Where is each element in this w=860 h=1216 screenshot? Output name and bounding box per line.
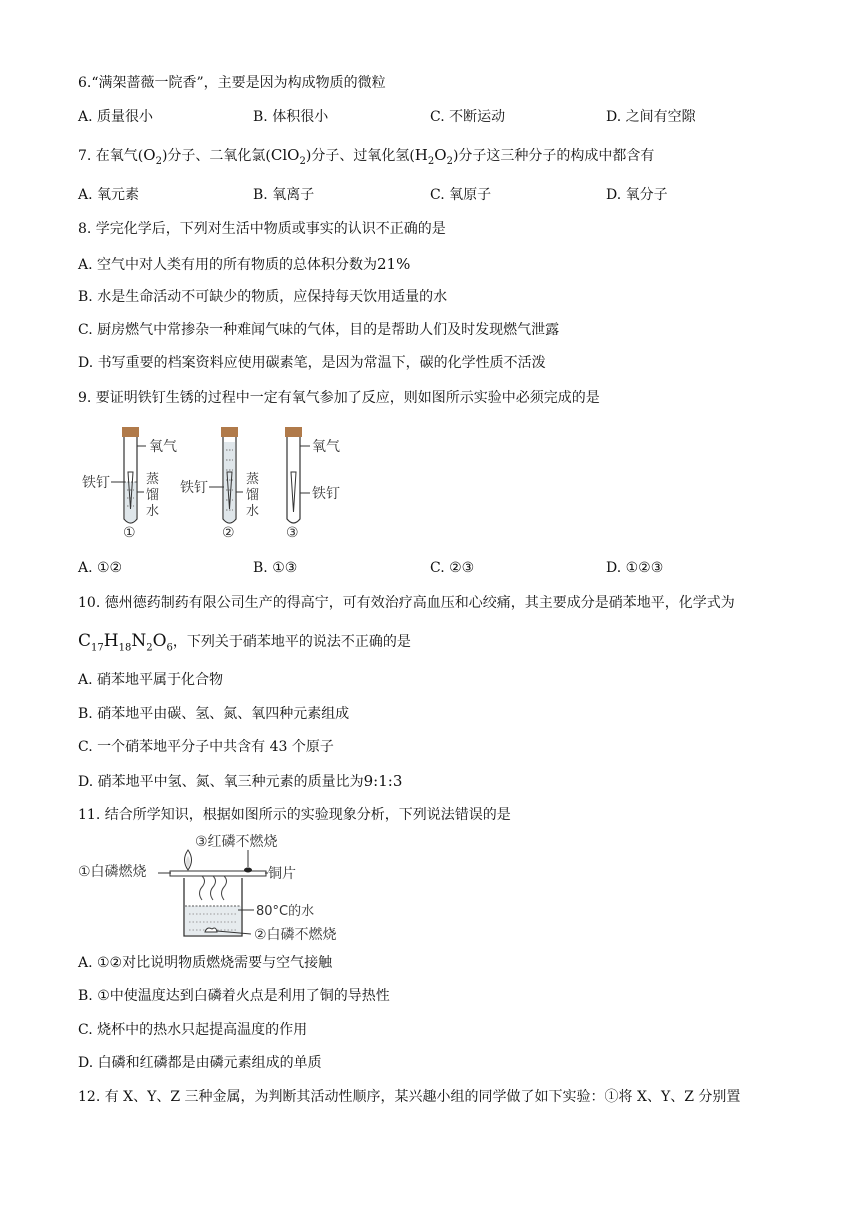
- q10-stem-formula: $C_{17}H_{18}N_2O_6$，下列关于硝苯地平的说法不正确的是: [78, 631, 411, 654]
- q11-option-d: D. 白磷和红磷都是由磷元素组成的单质: [78, 1055, 322, 1071]
- test-tube-1: [111, 427, 146, 523]
- q6-option-c: C. 不断运动: [430, 109, 506, 125]
- q8-option-c: C. 厨房燃气中常掺杂一种难闻气味的气体，目的是帮助人们及时发现燃气泄露: [78, 322, 560, 338]
- t1-oxygen-label: 氧气: [149, 439, 177, 455]
- q10-option-d: D. 硝苯地平中氢、氮、氧三种元素的质量比为9:1:3: [78, 772, 403, 790]
- t3-nail-label: 铁钉: [312, 486, 340, 502]
- red-phosphorus-label: ③红磷不燃烧: [195, 834, 278, 850]
- q9-option-a: A. ①②: [78, 560, 123, 576]
- t1-water-label-1: 蒸: [146, 472, 160, 487]
- t1-water-label-2: 馏: [146, 488, 160, 503]
- q10-option-c: C. 一个硝苯地平分子中共含有 43 个原子: [78, 739, 334, 755]
- formula-clo2: ClO$_2$: [270, 146, 306, 167]
- q11-option-b: B. ①中使温度达到白磷着火点是利用了铜的导热性: [78, 988, 390, 1004]
- t2-nail-label: 铁钉: [180, 480, 208, 496]
- q11-option-a: A. ①②对比说明物质燃烧需要与空气接触: [78, 955, 333, 971]
- t1-water-label-3: 水: [146, 504, 160, 519]
- q10-option-b: B. 硝苯地平由碳、氢、氮、氧四种元素组成: [78, 706, 350, 722]
- q9-option-d: D. ①②③: [606, 560, 664, 576]
- q8-stem: 8. 学完化学后，下列对生活中物质或事实的认识不正确的是: [78, 221, 446, 237]
- formula-h2o2: $H_2O_2$: [414, 146, 453, 167]
- t3-number: ③: [286, 525, 299, 541]
- test-tube-3: [285, 427, 310, 523]
- q11-option-c: C. 烧杯中的热水只起提高温度的作用: [78, 1022, 308, 1038]
- q8-option-a: A. 空气中对人类有用的所有物质的总体积分数为21%: [78, 255, 411, 273]
- q8-option-b: B. 水是生命活动不可缺少的物质，应保持每天饮用适量的水: [78, 289, 448, 305]
- t3-oxygen-label: 氧气: [312, 439, 340, 455]
- formula-o2: $O_2$: [143, 146, 162, 167]
- q7-option-b: B. 氧离子: [253, 187, 315, 203]
- q10-stem: 10. 德州德药制药有限公司生产的得高宁，可有效治疗高血压和心绞痛，其主要成分是硝苯地平，化学式为: [78, 595, 735, 611]
- t1-number: ①: [123, 525, 136, 541]
- q6-stem: 6.“满架蔷薇一院香”，主要是因为构成物质的微粒: [78, 75, 386, 91]
- q9-stem: 9. 要证明铁钉生锈的过程中一定有氧气参加了反应，则如图所示实验中必须完成的是: [78, 390, 600, 406]
- q6-option-a: A. 质量很小: [78, 109, 154, 125]
- q6-option-d: D. 之间有空隙: [606, 109, 696, 125]
- hot-water-label: 80°C的水: [256, 904, 315, 919]
- q7-stem: 7. 在氧气$(O_2)$分子、二氧化氯(ClO$_2$)分子、过氧化氢$(H_2O_2)$分子这三种分子的构成中都含有: [78, 146, 655, 167]
- copper-sheet-label: 铜片: [268, 866, 296, 882]
- q9-option-b: B. ①③: [253, 560, 298, 576]
- white-phosphorus-not-burning-label: ②白磷不燃烧: [254, 927, 337, 943]
- t2-water-label-1: 蒸: [246, 472, 260, 487]
- q8-option-d: D. 书写重要的档案资料应使用碳素笔，是因为常温下，碳的化学性质不活泼: [78, 355, 546, 371]
- q12-stem: 12. 有 X、Y、Z 三种金属，为判断其活动性顺序，某兴趣小组的同学做了如下实验：①将 X、Y、Z 分别置: [78, 1089, 741, 1105]
- white-phosphorus-burning-label: ①白磷燃烧: [78, 864, 147, 880]
- q9-option-c: C. ②③: [430, 560, 475, 576]
- q7-option-a: A. 氧元素: [78, 187, 140, 203]
- q11-stem: 11. 结合所学知识，根据如图所示的实验现象分析，下列说法错误的是: [78, 807, 511, 823]
- combustion-experiment-figure: [78, 830, 358, 945]
- test-tube-2: [209, 427, 243, 523]
- q10-option-a: A. 硝苯地平属于化合物: [78, 672, 224, 688]
- formula-nifedipine: $C_{17}H_{18}N_2O_6$: [78, 631, 173, 654]
- t2-number: ②: [222, 525, 235, 541]
- q7-option-d: D. 氧分子: [606, 187, 668, 203]
- t1-nail-label: 铁钉: [82, 475, 110, 491]
- q7-option-c: C. 氧原子: [430, 187, 492, 203]
- q6-option-b: B. 体积很小: [253, 109, 329, 125]
- t2-water-label-2: 馏: [246, 488, 260, 503]
- rust-experiment-figure: [78, 424, 368, 544]
- t2-water-label-3: 水: [246, 504, 260, 519]
